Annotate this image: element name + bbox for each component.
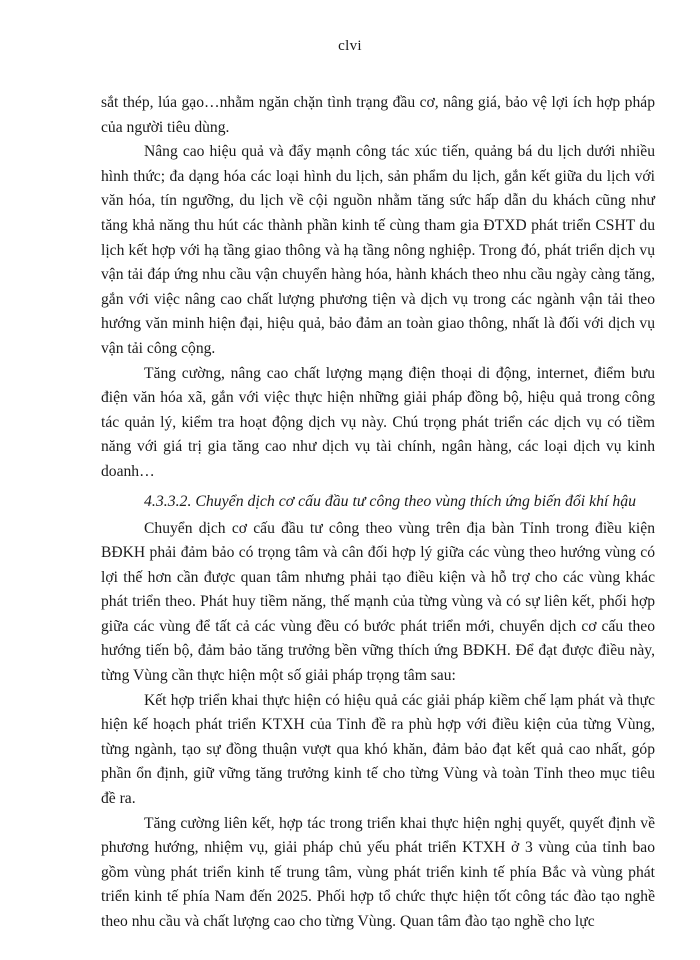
section-heading: 4.3.3.2. Chuyển dịch cơ cấu đầu tư công theo vùng thích ứng biến đổi khí hậu (144, 492, 637, 510)
paragraph-tourism: Nâng cao hiệu quả và đẩy mạnh công tác xúc tiến, quảng bá du lịch dưới nhiều hình thức; đa dạng hóa các loại hình du lịch, sản phẩm du lịch, gắn kết giữa du lịch với văn hóa, tín ngưỡng, du lịch về cội nguồn nhằm tăng sức hấp dẫn du khách cũng như tăng khả năng thu hút các thành phần kinh tế cùng tham gia ĐTXD phát triển CSHT du lịch kết hợp với hạ tầng giao thông và hạ tầng nông nghiệp. Trong đó, phát triển dịch vụ vận tải đáp ứng nhu cầu vận chuyển hàng hóa, hành khách theo nhu cầu ngày càng tăng, gắn với việc nâng cao chất lượng phương tiện và dịch vụ trong các ngành vận tải theo hướng văn minh hiện đại, hiệu quả, bảo đảm an toàn giao thông, nhất là đối với dịch vụ vận tải công cộng. (101, 143, 655, 357)
paragraph-continuation: sắt thép, lúa gạo…nhằm ngăn chặn tình trạng đầu cơ, nâng giá, bảo vệ lợi ích hợp pháp của người tiêu dùng. (101, 94, 655, 136)
document-body (101, 91, 655, 935)
page-number: clvi (338, 38, 362, 54)
paragraph-section-intro: Chuyển dịch cơ cấu đầu tư công theo vùng trên địa bàn Tỉnh trong điều kiện BĐKH phải đảm bảo có trọng tâm và cân đối hợp lý giữa các vùng theo hướng vùng có lợi thế hơn cần được quan tâm nhưng phải tạo điều kiện và hỗ trợ cho các vùng khác phát triển theo. Phát huy tiềm năng, thế mạnh của từng vùng và có sự liên kết, phối hợp giữa các vùng để tất cả các vùng đều có bước phát triển mới, chuyển dịch cơ cấu theo hướng tiến bộ, đảm bảo tăng trưởng bền vững thích ứng BĐKH. Để đạt được điều này, từng Vùng cần thực hiện một số giải pháp trọng tâm sau: (101, 519, 655, 685)
paragraph-cooperation: Tăng cường liên kết, hợp tác trong triển khai thực hiện nghị quyết, quyết định về phương hướng, nhiệm vụ, giải pháp chủ yếu phát triển KTXH ở 3 vùng của tỉnh bao gồm vùng phát triển kinh tế trung tâm, vùng phát triển kinh tế phía Bắc và vùng phát triển kinh tế phía Nam đến 2025. Phối hợp tổ chức thực hiện tốt công tác đào tạo nghề theo nhu cầu và chất lượng cao cho từng Vùng. Quan tâm đào tạo nghề cho lực (101, 814, 655, 930)
paragraph-inflation: Kết hợp triển khai thực hiện có hiệu quả các giải pháp kiềm chế lạm phát và thực hiện kế hoạch phát triển KTXH của Tỉnh đề ra phù hợp với điều kiện của từng Vùng, từng ngành, tạo sự đồng thuận vượt qua khó khăn, đảm bảo đạt kết quả cao nhất, góp phần ổn định, giữ vững tăng trưởng kinh tế cho từng Vùng và toàn Tỉnh theo mục tiêu đề ra. (101, 691, 655, 808)
paragraph-telecom: Tăng cường, nâng cao chất lượng mạng điện thoại di động, internet, điểm bưu điện văn hóa xã, gắn với việc thực hiện những giải pháp đồng bộ, hiệu quả trong công tác quản lý, kiểm tra hoạt động dịch vụ này. Chú trọng phát triển các dịch vụ có tiềm năng với giá trị gia tăng cao như dịch vụ tài chính, ngân hàng, các loại dịch vụ kinh doanh… (101, 364, 655, 480)
